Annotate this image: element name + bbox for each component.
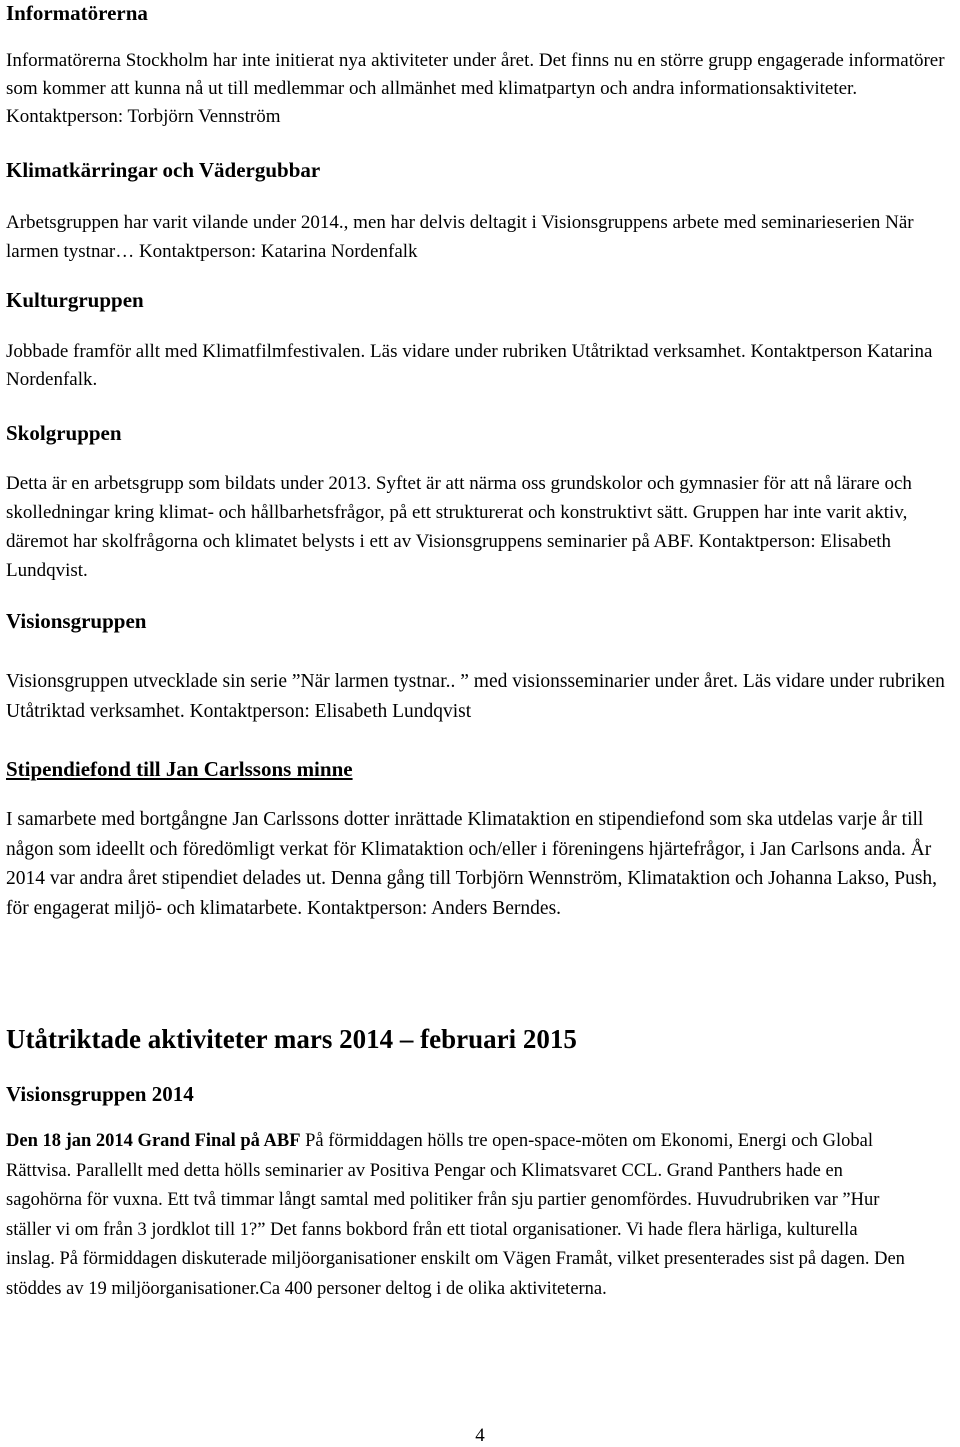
section-visionsgruppen-body: [6, 667, 951, 726]
section-informatorerna-body: [6, 47, 951, 131]
section-stipendiefond: [6, 756, 951, 782]
paragraph-informatorerna: Informatörerna Stockholm har inte initierat nya aktiviteter under året. Det finns nu en större grupp engagerade informatörer som kommer att kunna nå ut till medlemmar och allmänhet med klimatpartyn och andra informationsaktiviteter. Kontaktperson: Torbjörn Vennström: [6, 50, 945, 127]
heading-klimatkarringar: Klimatkärringar och Vädergubbar: [6, 158, 321, 182]
section-utatriktade: [6, 1023, 951, 1055]
heading-utatriktade: Utåtriktade aktiviteter mars 2014 – februari 2015: [6, 1024, 577, 1054]
section-klimatkarringar-body: [6, 208, 951, 266]
heading-skolgruppen: Skolgruppen: [6, 421, 122, 445]
paragraph-skolgruppen: Detta är en arbetsgrupp som bildats under 2013. Syftet är att närma oss grundskolor och gymnasier för att nå lärare och skolledningar kring klimat- och hållbarhetsfrågor, på ett strukturerat och konstruktivt sätt. Gruppen har inte varit aktiv, däremot har skolfrågorna och klimatet belysts i ett av Visionsgruppens seminarier på ABF. Kontaktperson: Elisabeth Lundqvist.: [6, 473, 912, 581]
event-description: På förmiddagen hölls tre open-space-möten om Ekonomi, Energi och Global Rättvisa. Parallellt med detta hölls seminarier av Positiva Pengar och Klimatsvaret CCL. Grand Panthers hade en sagohörna för vuxna. Ett två timmar långt samtal med politiker från sju partier genomfördes. Huvudrubriken var ”Hur ställer vi om från 3 jordklot till 1?” Det fanns bokbord från ett tiotal organisationer. Vi hade flera härliga, kulturella inslag. På förmiddagen diskuterade miljöorganisationer enskilt om Vägen Framåt, vilket presenterades sist på dagen. Den stöddes av 19 miljöorganisationer.Ca 400 personer deltog i de olika aktiviteterna.: [6, 1131, 905, 1299]
heading-stipendiefond: Stipendiefond till Jan Carlssons minne: [6, 757, 353, 781]
paragraph-kulturgruppen: Jobbade framför allt med Klimatfilmfestivalen. Läs vidare under rubriken Utåtriktad verksamhet. Kontaktperson Katarina Nordenfalk.: [6, 341, 933, 390]
paragraph-visionsgruppen: Visionsgruppen utvecklade sin serie ”När larmen tystnar.. ” med visionsseminarier under året. Läs vidare under rubriken Utåtriktad verksamhet. Kontaktperson: Elisabeth Lundqvist: [6, 671, 945, 722]
section-kulturgruppen: [6, 287, 951, 313]
section-visionsgruppen: [6, 608, 951, 634]
section-stipendiefond-body: [6, 805, 951, 923]
paragraph-klimatkarringar: Arbetsgruppen har varit vilande under 2014., men har delvis deltagit i Visionsgruppens arbete med seminarieserien När larmen tystnar… Kontaktperson: Katarina Nordenfalk: [6, 212, 914, 262]
page-number: 4: [475, 1425, 485, 1446]
heading-kulturgruppen: Kulturgruppen: [6, 288, 144, 312]
section-klimatkarringar: [6, 157, 951, 183]
heading-informatorerna: Informatörerna: [6, 1, 148, 25]
event-date-lead: Den 18 jan 2014 Grand Final på ABF: [6, 1131, 301, 1151]
section-visionsgruppen-2014-body: [6, 1127, 906, 1304]
heading-visionsgruppen: Visionsgruppen: [6, 609, 147, 633]
section-informatorerna: [6, 0, 951, 26]
section-skolgruppen: [6, 420, 951, 446]
paragraph-stipendiefond: I samarbete med bortgångne Jan Carlssons dotter inrättade Klimataktion en stipendiefond som ska utdelas varje år till någon som ideellt och föredömligt verkat för Klimataktion och/eller i föreningens hjärtefrågor, i Jan Carlsons anda. År 2014 var andra året stipendiet delades ut. Denna gång till Torbjörn Wennström, Klimataktion och Johanna Lakso, Push, för engagerat miljö- och klimatarbete. Kontaktperson: Anders Berndes.: [6, 809, 938, 919]
section-kulturgruppen-body: [6, 338, 951, 394]
section-visionsgruppen-2014: [6, 1081, 951, 1107]
section-skolgruppen-body: [6, 469, 951, 585]
paragraph-visionsgruppen-2014: [6, 1127, 906, 1304]
heading-visionsgruppen-2014: Visionsgruppen 2014: [6, 1082, 194, 1106]
